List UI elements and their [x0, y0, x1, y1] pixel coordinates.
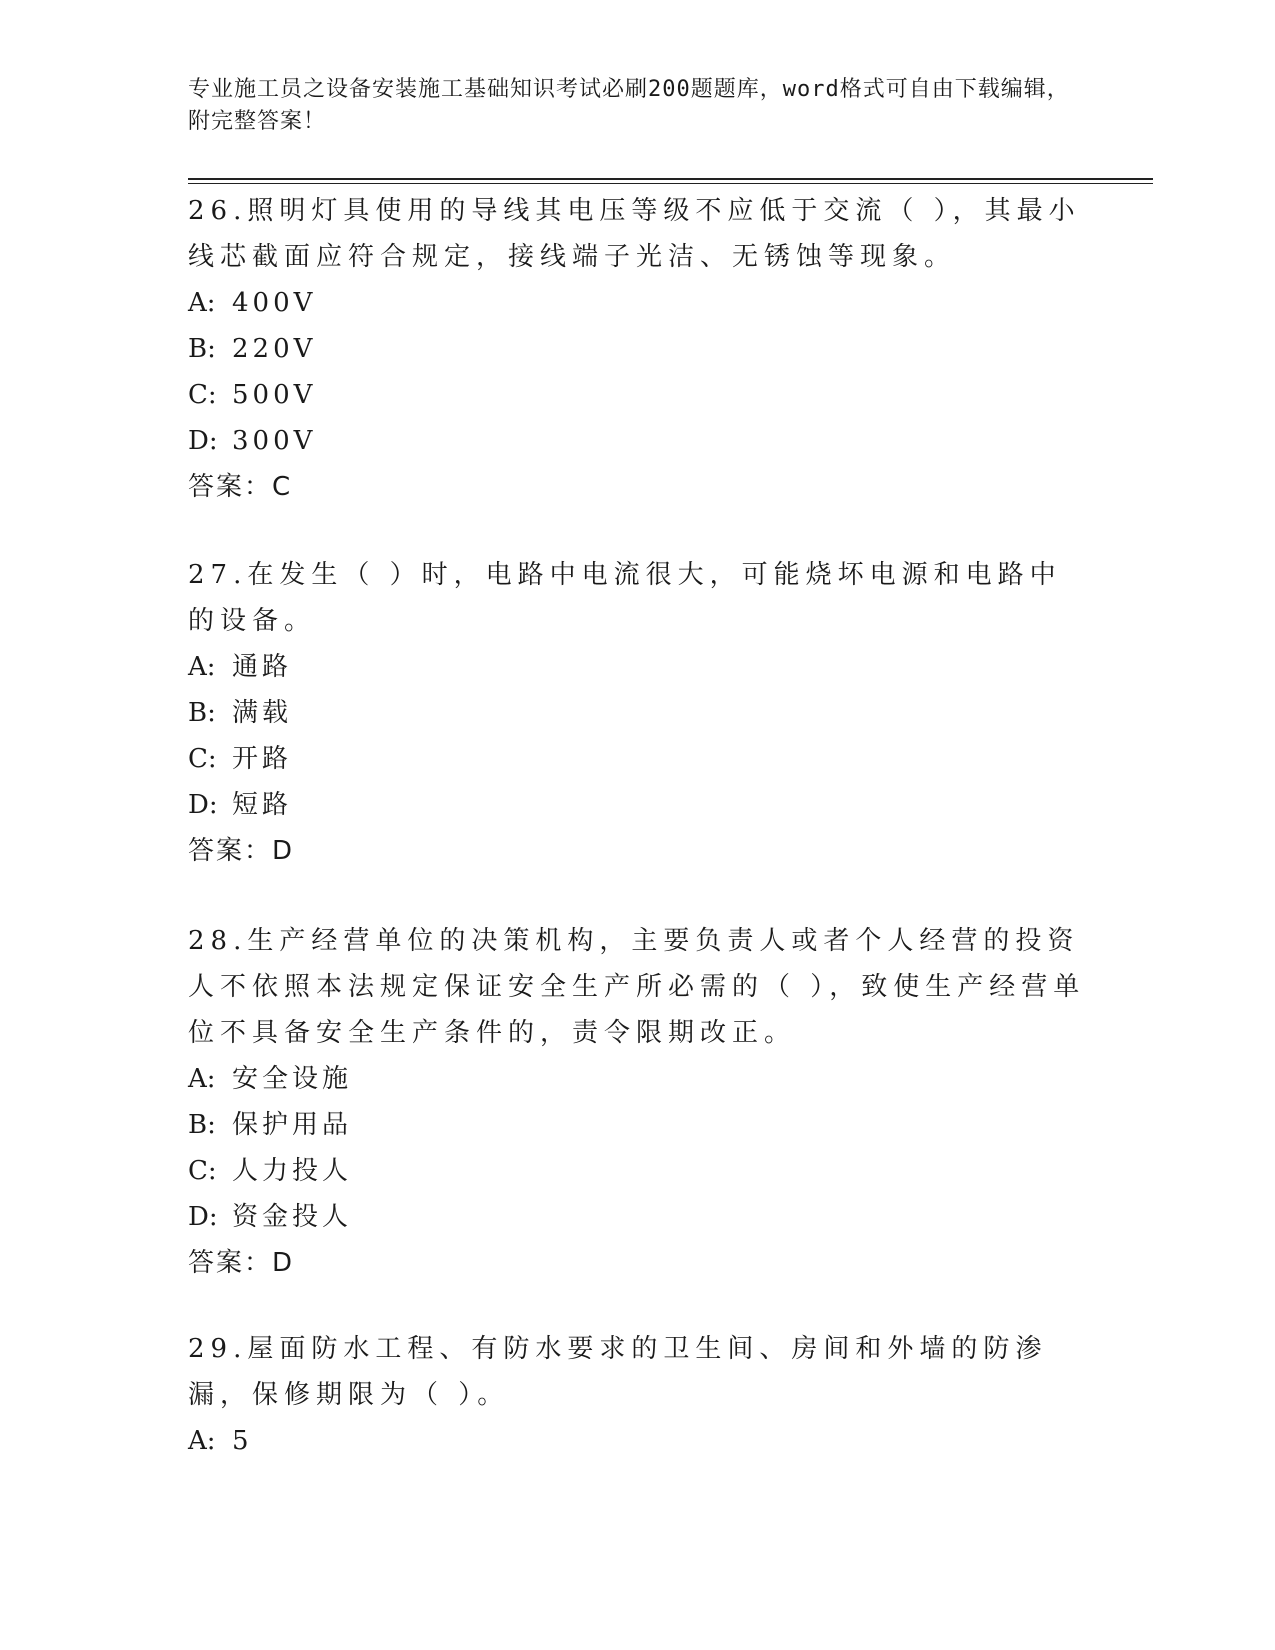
question-text: 27.在发生（ ）时，电路中电流很大，可能烧坏电源和电路中的设备。 [188, 560, 1062, 636]
header-divider-thin [188, 183, 1153, 184]
option-text: 5 [232, 1426, 253, 1456]
question-text: 29.屋面防水工程、有防水要求的卫生间、房间和外墙的防渗漏，保修期限为（ ）。 [188, 1334, 1048, 1410]
option-a [188, 644, 1088, 690]
option-text: 满载 [232, 698, 293, 728]
option-a [188, 1056, 1088, 1102]
option-text: 400V [232, 288, 317, 318]
option-letter: A: [188, 1064, 216, 1094]
option-a [188, 280, 1088, 326]
option-b [188, 326, 1088, 372]
option-text: 500V [232, 380, 317, 410]
answer-line: 答案：C [188, 472, 293, 502]
option-text: 220V [232, 334, 317, 364]
option-letter: B: [188, 334, 216, 364]
option-text: 短路 [232, 790, 293, 820]
option-letter: B: [188, 698, 216, 728]
option-d [188, 418, 1088, 464]
option-letter: A: [188, 1426, 216, 1456]
option-text: 开路 [232, 744, 293, 774]
option-letter: C: [188, 380, 217, 410]
option-letter: D: [188, 426, 218, 456]
option-letter: D: [188, 1202, 218, 1232]
option-d [188, 782, 1088, 828]
option-letter: D: [188, 790, 218, 820]
option-letter: C: [188, 1156, 217, 1186]
document-header: 专业施工员之设备安装施工基础知识考试必刷200题题库，word格式可自由下载编辑，附完整答案！ [188, 77, 1070, 134]
question-26 [188, 188, 1088, 510]
option-letter: C: [188, 744, 217, 774]
question-text: 26.照明灯具使用的导线其电压等级不应低于交流（ ），其最小线芯截面应符合规定，接线端子光洁、无锈蚀等现象。 [188, 196, 1081, 272]
option-b [188, 690, 1088, 736]
option-letter: B: [188, 1110, 216, 1140]
question-29 [188, 1326, 1088, 1464]
option-b [188, 1102, 1088, 1148]
option-text: 300V [232, 426, 317, 456]
question-text: 28.生产经营单位的决策机构，主要负责人或者个人经营的投资人不依照本法规定保证安全生产所必需的（ ），致使生产经营单位不具备安全生产条件的，责令限期改正。 [188, 926, 1086, 1048]
question-28 [188, 918, 1088, 1286]
option-c [188, 736, 1088, 782]
option-text: 资金投人 [232, 1202, 353, 1232]
option-text: 保护用品 [232, 1110, 353, 1140]
option-text: 人力投人 [232, 1156, 353, 1186]
option-c [188, 372, 1088, 418]
header-divider-thick [188, 178, 1153, 180]
answer-line: 答案：D [188, 836, 295, 866]
option-d [188, 1194, 1088, 1240]
option-a [188, 1418, 1088, 1464]
option-text: 通路 [232, 652, 293, 682]
option-text: 安全设施 [232, 1064, 353, 1094]
option-letter: A: [188, 652, 216, 682]
question-27 [188, 552, 1088, 874]
option-c [188, 1148, 1088, 1194]
option-letter: A: [188, 288, 216, 318]
answer-line: 答案：D [188, 1248, 295, 1278]
